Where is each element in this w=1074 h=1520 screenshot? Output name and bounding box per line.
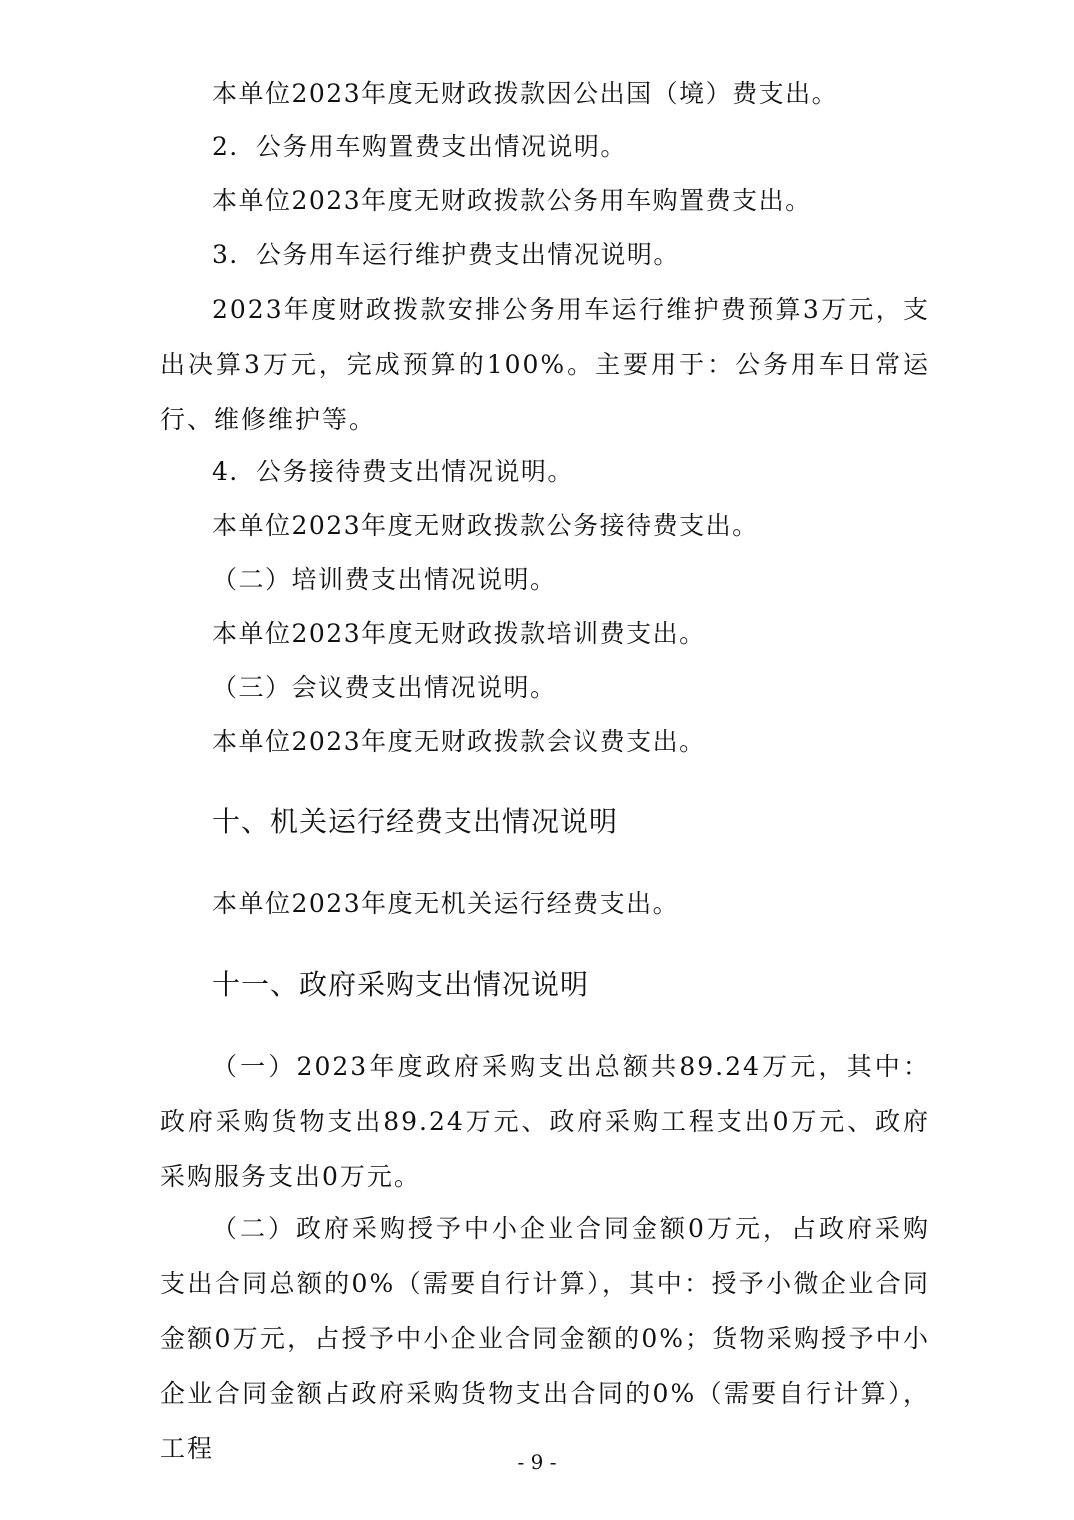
paragraph-no-vehicle-purchase: 本单位2023年度无财政拨款公务用车购置费支出。 [212, 186, 812, 215]
subheading-training: （二）培训费支出情况说明。 [212, 565, 557, 594]
subheading-vehicle-purchase: 2．公务用车购置费支出情况说明。 [212, 132, 627, 161]
section-heading-11: 十一、政府采购支出情况说明 [212, 968, 590, 1001]
paragraph-no-training: 本单位2023年度无财政拨款培训费支出。 [212, 619, 706, 648]
paragraph-sme-contracts: （二）政府采购授予中小企业合同金额0万元，占政府采购支出合同总额的0%（需要自行计算），其中：授予小微企业合同金额0万元，占授予中小企业合同金额的0%；货物采购授予中小企业合同金额占政府采购货物支出合同的0%（需要自行计算），工程 [160, 1214, 930, 1463]
subheading-meeting: （三）会议费支出情况说明。 [212, 673, 557, 702]
section-heading-10: 十、机关运行经费支出情况说明 [212, 805, 619, 838]
paragraph-procurement-total: （一）2023年度政府采购支出总额共89.24万元，其中：政府采购货物支出89.24万元、政府采购工程支出0万元、政府采购服务支出0万元。 [160, 1052, 930, 1191]
paragraph-no-operating-expense: 本单位2023年度无机关运行经费支出。 [212, 889, 680, 918]
subheading-vehicle-maintenance: 3．公务用车运行维护费支出情况说明。 [212, 240, 680, 269]
paragraph-no-reception: 本单位2023年度无财政拨款公务接待费支出。 [212, 511, 759, 540]
paragraph-no-overseas-expense: 本单位2023年度无财政拨款因公出国（境）费支出。 [212, 79, 839, 108]
subheading-reception: 4．公务接待费支出情况说明。 [212, 457, 574, 486]
paragraph-no-meeting: 本单位2023年度无财政拨款会议费支出。 [212, 727, 706, 756]
paragraph-vehicle-maintenance: 2023年度财政拨款安排公务用车运行维护费预算3万元，支出决算3万元，完成预算的100%。主要用于：公务用车日常运行、维修维护等。 [160, 295, 930, 434]
page-number: - 9 - [517, 1450, 557, 1474]
